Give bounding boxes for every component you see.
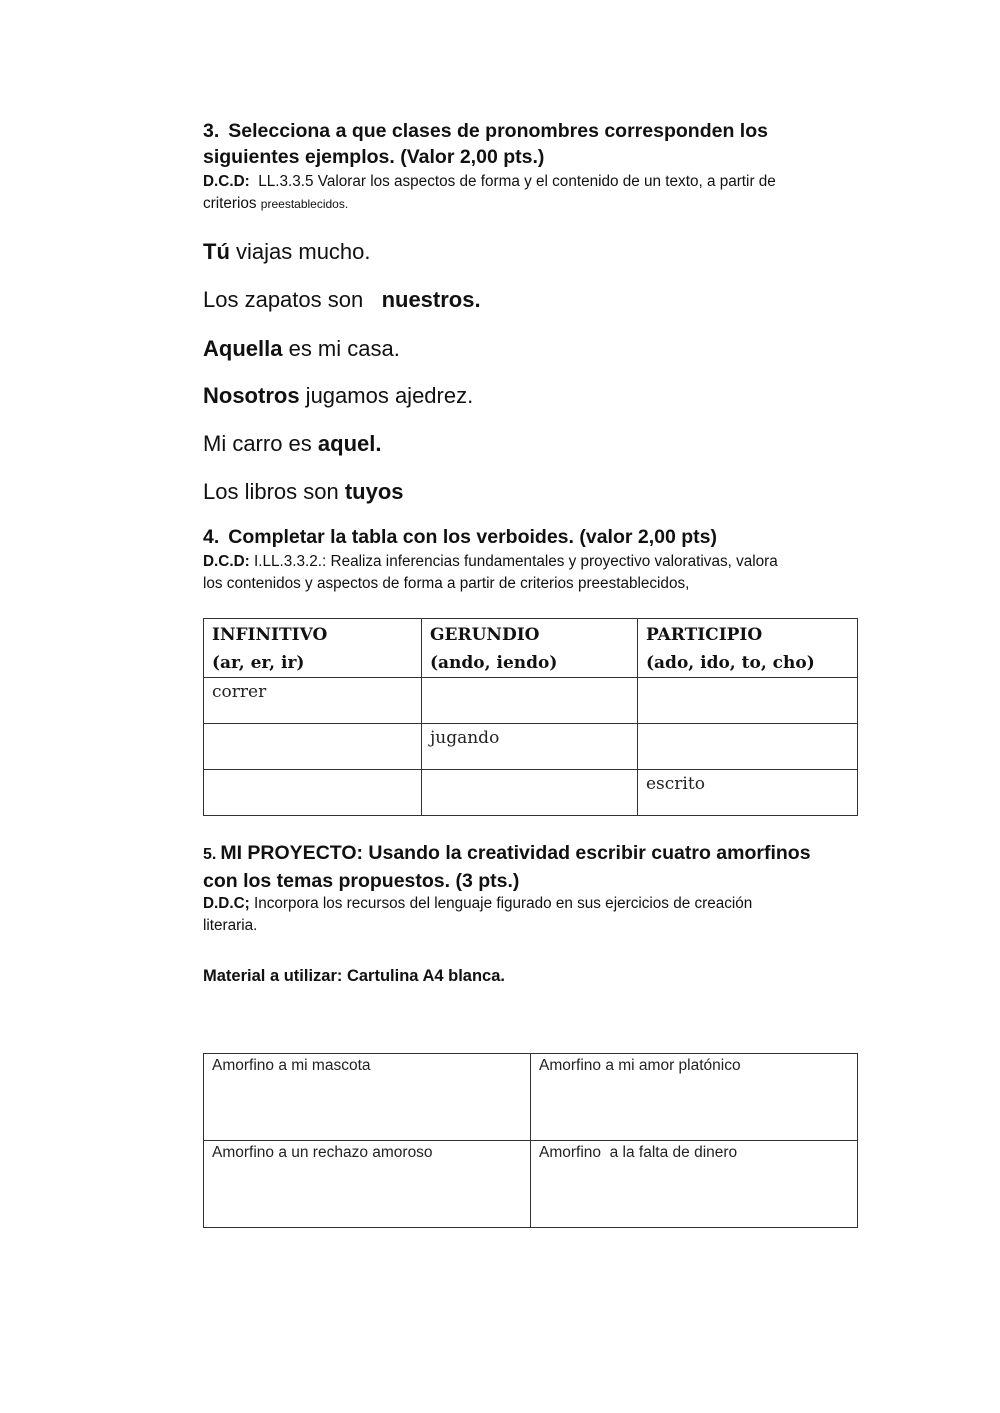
q5-title-line1 (203, 840, 863, 868)
verboides-header-row (204, 619, 858, 678)
cell-infinitivo[interactable] (204, 770, 422, 816)
cell-participio[interactable]: escrito (638, 770, 858, 816)
q5-number: 5. (203, 846, 217, 863)
table-row (204, 1141, 858, 1228)
amorfino-falta-dinero-cell[interactable]: Amorfino a la falta de dinero (531, 1141, 858, 1228)
q5-dcd-line2: literaria. (203, 917, 258, 934)
q3-title-line2: siguientes ejemplos. (Valor 2,00 pts.) (203, 146, 545, 168)
sentence-6-pronoun: tuyos (344, 479, 404, 504)
q5-dcd (203, 893, 863, 937)
q3-dcd-text1: LL.3.3.5 Valorar los aspectos de forma y el contenido de un texto, a partir de (258, 173, 776, 190)
q5-title-line2: con los temas propuestos. (3 pts.) (203, 870, 520, 892)
cell-infinitivo[interactable]: correr (204, 678, 422, 724)
q5-dcd-line1 (203, 893, 863, 915)
amorfino-amor-platonico-cell[interactable]: Amorfino a mi amor platónico (531, 1054, 858, 1141)
q3-dcd (203, 171, 863, 215)
q5-dcd-label: D.D.C; (203, 895, 250, 912)
q5-dcd-text1: Incorpora los recursos del lenguaje figurado en sus ejercicios de creación (254, 895, 753, 912)
table-row (204, 678, 858, 724)
sentence-1-rest: viajas mucho. (229, 239, 371, 264)
header-infinitivo (204, 619, 422, 678)
q4-title-text: Completar la tabla con los verboides. (valor 2,00 pts) (228, 526, 717, 548)
header-gerundio-label: GERUNDIO (430, 625, 540, 645)
sentence-6-pre: Los libros son (203, 479, 345, 504)
table-row (204, 1054, 858, 1141)
q3-number: 3. (203, 120, 220, 142)
sentence-4-pronoun: Nosotros (203, 383, 300, 408)
sentence-3-pronoun: Aquella (203, 336, 283, 361)
cell-infinitivo[interactable] (204, 724, 422, 770)
table-row (204, 770, 858, 816)
cell-participio[interactable] (638, 724, 858, 770)
sentence-2 (203, 286, 481, 314)
header-gerundio-endings: (ando, iendo) (430, 653, 558, 673)
amorfino-rechazo-cell[interactable]: Amorfino a un rechazo amoroso (204, 1141, 531, 1228)
sentence-1 (203, 238, 371, 266)
table-row (204, 724, 858, 770)
q4-title (203, 524, 863, 550)
q4-dcd (203, 551, 863, 595)
q3-title-line1 (203, 118, 863, 144)
q3-title-text1: Selecciona a que clases de pronombres corresponden los (228, 120, 768, 142)
sentence-4-rest: jugamos ajedrez. (299, 383, 474, 408)
q5-title-text1: MI PROYECTO: Usando la creatividad escribir cuatro amorfinos (220, 842, 811, 864)
q4-dcd-text1: I.LL.3.3.2.: Realiza inferencias fundamentales y proyectivo valorativas, valora (254, 553, 778, 570)
sentence-5-pre: Mi carro es (203, 431, 318, 456)
header-participio (638, 619, 858, 678)
sentence-2-pre: Los zapatos son (203, 287, 382, 312)
header-participio-endings: (ado, ido, to, cho) (646, 653, 815, 673)
q4-dcd-label: D.C.D: (203, 553, 250, 570)
header-infinitivo-label: INFINITIVO (212, 625, 328, 645)
header-gerundio (422, 619, 638, 678)
sentence-1-pronoun: Tú (203, 239, 230, 264)
q4-number: 4. (203, 526, 220, 548)
sentence-3-rest: es mi casa. (282, 336, 400, 361)
q3-dcd-text2a: criterios (203, 195, 257, 212)
sentence-5-pronoun: aquel. (317, 431, 382, 456)
sentence-2-pronoun: nuestros. (381, 287, 481, 312)
cell-gerundio[interactable] (422, 678, 638, 724)
header-infinitivo-endings: (ar, er, ir) (212, 653, 305, 673)
amorfinos-table (203, 1053, 858, 1228)
cell-participio[interactable] (638, 678, 858, 724)
q3-dcd-text2b: preestablecidos. (260, 197, 349, 211)
q3-dcd-line1 (203, 171, 863, 193)
amorfino-mascota-cell[interactable]: Amorfino a mi mascota (204, 1054, 531, 1141)
q3-dcd-line2 (203, 193, 863, 215)
header-participio-label: PARTICIPIO (646, 625, 763, 645)
sentence-5 (203, 430, 382, 458)
sentence-4 (203, 382, 473, 410)
q3-dcd-label: D.C.D: (203, 173, 250, 190)
q3-title (203, 118, 863, 170)
sentence-3 (203, 335, 400, 363)
q4-dcd-line2: los contenidos y aspectos de forma a partir de criterios preestablecidos, (203, 575, 690, 592)
sentence-6 (203, 478, 404, 506)
q5-title (203, 840, 863, 894)
cell-gerundio[interactable]: jugando (422, 724, 638, 770)
cell-gerundio[interactable] (422, 770, 638, 816)
verboides-table (203, 618, 858, 816)
q4-dcd-line1 (203, 551, 863, 573)
material-note: Material a utilizar: Cartulina A4 blanca. (203, 967, 505, 985)
